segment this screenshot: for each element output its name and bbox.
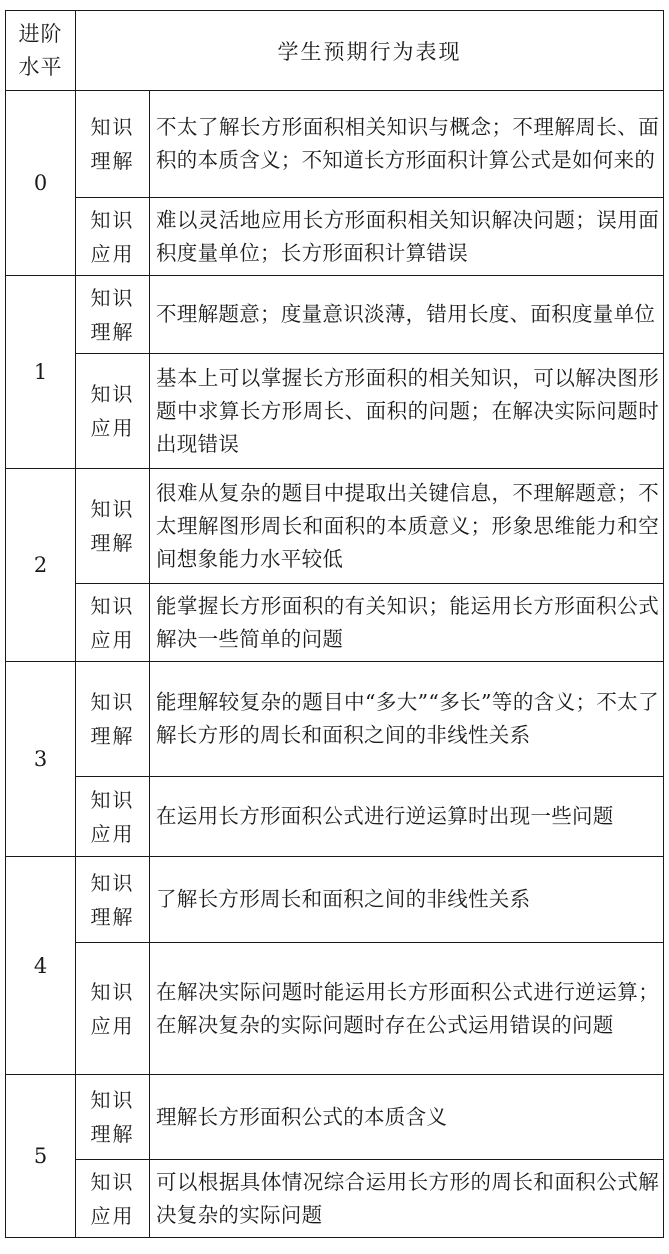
description-text: 难以灵活地应用长方形面积相关知识解决问题；误用面积度量单位；长方形面积计算错误	[156, 207, 659, 265]
level-value: 1	[33, 360, 48, 384]
table-row	[6, 584, 664, 662]
description-text: 不理解题意；度量意识淡薄，错用长度、面积度量单位	[156, 302, 656, 326]
description-text: 能掌握长方形面积的有关知识；能运用长方形面积公式解决一些简单的问题	[156, 593, 659, 651]
table-title-cut-off	[0, 0, 669, 10]
table-row	[6, 943, 664, 1075]
level-cell	[6, 662, 76, 857]
level-value: 2	[33, 553, 48, 577]
table-row	[6, 857, 664, 943]
aspect-cell	[76, 276, 150, 354]
description-text: 理解长方形面积公式的本质含义	[156, 1104, 448, 1129]
header-level-cell	[6, 11, 76, 91]
table-row	[6, 662, 664, 777]
description-text: 不太了解长方形面积相关知识与概念；不理解周长、面积的本质含义；不知道长方形面积计算公式是如何来的	[156, 115, 659, 172]
description-text: 可以根据具体情况综合运用长方形的周长和面积公式解决复杂的实际问题	[156, 1169, 659, 1227]
table-row	[6, 198, 664, 276]
aspect-cell	[76, 198, 150, 276]
description-text: 了解长方形周长和面积之间的非线性关系	[156, 887, 531, 911]
aspect-cell	[76, 857, 150, 943]
aspect-label: 知识 理解	[90, 1088, 135, 1146]
description-cell	[150, 777, 664, 857]
description-cell	[150, 198, 664, 276]
header-behavior-label: 学生预期行为表现	[277, 39, 462, 64]
learning-progression-table	[5, 10, 664, 1238]
aspect-label: 知识 应用	[90, 979, 135, 1038]
table-row	[6, 276, 664, 354]
description-cell	[150, 91, 664, 198]
aspect-cell	[76, 91, 150, 198]
aspect-label: 知识 应用	[90, 382, 135, 440]
table-header-row	[6, 11, 664, 91]
table-row	[6, 469, 664, 584]
aspect-cell	[76, 1160, 150, 1238]
description-text: 基本上可以掌握长方形面积的相关知识，可以解决图形题中求算长方形周长、面积的问题；在解决实际问题时出现错误	[156, 365, 659, 456]
table-row	[6, 354, 664, 469]
description-cell	[150, 584, 664, 662]
aspect-label: 知识 理解	[90, 497, 135, 555]
description-text: 能理解较复杂的题目中“多大”“多长”等的含义；不太了解长方形的周长和面积之间的非线性关系	[156, 690, 659, 747]
level-cell	[6, 276, 76, 469]
aspect-cell	[76, 584, 150, 662]
level-value: 3	[33, 747, 48, 771]
aspect-label: 知识 理解	[90, 870, 135, 929]
table-row	[6, 777, 664, 857]
aspect-label: 知识 理解	[90, 285, 135, 344]
table-row	[6, 1160, 664, 1238]
table-row	[6, 1075, 664, 1160]
aspect-label: 知识 应用	[90, 787, 135, 846]
level-cell	[6, 91, 76, 276]
table-row	[6, 91, 664, 198]
aspect-cell	[76, 943, 150, 1075]
description-cell	[150, 1160, 664, 1238]
aspect-cell	[76, 662, 150, 777]
aspect-label: 知识 理解	[90, 690, 135, 748]
level-value: 0	[33, 171, 48, 195]
aspect-label: 知识 应用	[90, 207, 135, 266]
description-cell	[150, 469, 664, 584]
description-cell	[150, 1075, 664, 1160]
aspect-label: 知识 理解	[90, 115, 135, 173]
description-cell	[150, 662, 664, 777]
header-behavior-cell	[76, 11, 664, 91]
description-text: 在运用长方形面积公式进行逆运算时出现一些问题	[156, 804, 614, 828]
aspect-label: 知识 应用	[90, 1169, 135, 1228]
description-cell	[150, 276, 664, 354]
aspect-cell	[76, 1075, 150, 1160]
description-cell	[150, 857, 664, 943]
description-text: 在解决实际问题时能运用长方形面积公式进行逆运算；在解决复杂的实际问题时存在公式运用错误的问题	[156, 979, 659, 1037]
level-cell	[6, 1075, 76, 1238]
level-cell	[6, 469, 76, 662]
aspect-cell	[76, 469, 150, 584]
aspect-cell	[76, 354, 150, 469]
level-cell	[6, 857, 76, 1075]
header-level-label: 进阶 水平	[18, 21, 63, 79]
description-cell	[150, 354, 664, 469]
level-value: 5	[33, 1144, 48, 1168]
aspect-label: 知识 应用	[90, 593, 135, 652]
aspect-cell	[76, 777, 150, 857]
level-value: 4	[33, 953, 48, 978]
description-text: 很难从复杂的题目中提取出关键信息，不理解题意；不太理解图形周长和面积的本质意义；形象思维能力和空间想象能力水平较低	[156, 480, 659, 571]
description-cell	[150, 943, 664, 1075]
